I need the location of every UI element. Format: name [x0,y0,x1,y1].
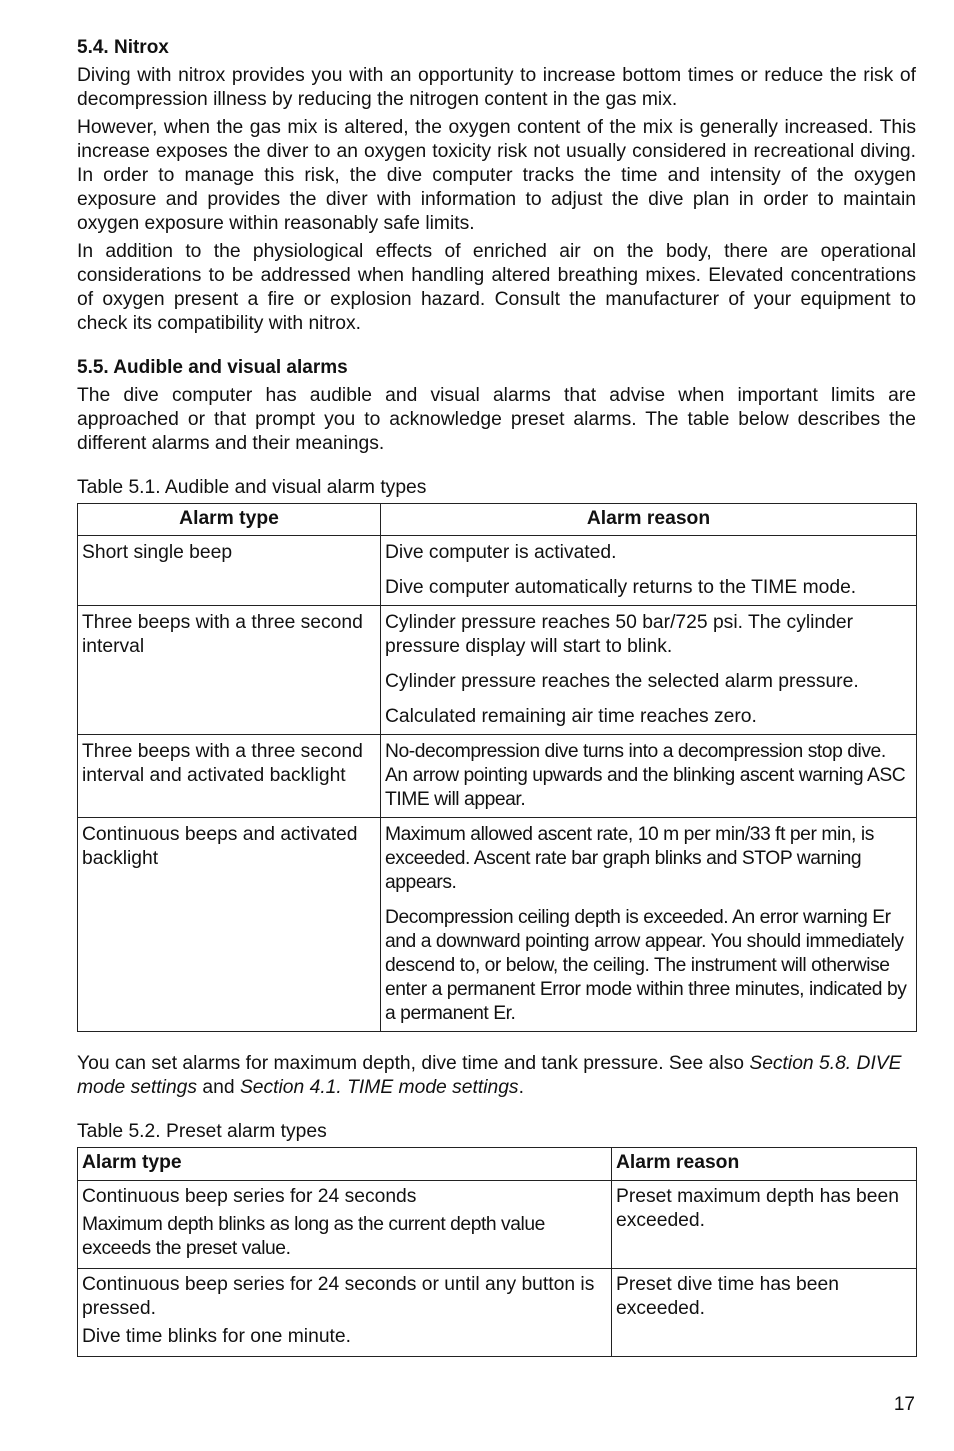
table-header-row [78,1148,917,1181]
section-heading-alarms: 5.5. Audible and visual alarms [77,357,348,378]
alarm-type-cell: Three beeps with a three second interval and activated backlight [78,735,381,818]
section-nitrox [77,36,916,336]
note-text: You can set alarms for maximum depth, dive time and tank pressure. See also [77,1053,750,1074]
alarm-reason-cell [381,606,917,735]
table-row [78,536,917,606]
alarm-reason-cell: Preset dive time has been exceeded. [612,1269,917,1357]
column-header: Alarm reason [381,504,917,536]
reason-text: Cylinder pressure reaches 50 bar/725 psi. The cylinder pressure display will start to blink. [385,612,853,657]
alarm-reason-cell [381,735,917,818]
alarm-reason-cell [381,818,917,1032]
alarm-type-cell [78,1269,612,1357]
table-row [78,1181,917,1269]
paragraph: However, when the gas mix is altered, the oxygen content of the mix is generally increased. This increase exposes the diver to an oxygen toxicity risk not usually considered in recreational diving. In order to manage this risk, the dive computer tracks the time and intensity of the oxygen exposure and provides the diver with information to adjust the dive plan in order to maintain oxygen exposure within reasonably safe limits. [77,117,916,234]
paragraph: In addition to the physiological effects of enriched air on the body, there are operational considerations to be addressed when handling altered breathing mixes. Elevated concentrations of oxygen present a fire or explosion hazard. Consult the manufacturer of your equipment to check its compatibility with nitrox. [77,241,916,334]
reason-text: No-decompression dive turns into a decompression stop dive. An arrow pointing upwards and the blinking ascent warning ASC TIME will appear. [385,741,906,810]
reason-text: Maximum allowed ascent rate, 10 m per min/33 ft per min, is exceeded. Ascent rate bar graph blinks and STOP warning appears. [385,824,874,893]
page-content [77,36,916,1357]
table-header-row [78,504,917,536]
type-text: Maximum depth blinks as long as the current depth value exceeds the preset value. [82,1214,545,1259]
alarm-settings-note [77,1052,916,1100]
type-text: Dive time blinks for one minute. [82,1326,351,1347]
column-header: Alarm type [78,504,381,536]
table-row [78,818,917,1032]
preset-alarms-table [77,1147,917,1357]
table-row [78,1269,917,1357]
section-reference-link[interactable]: Section 5.8. DIVE mode settings [77,1053,902,1098]
paragraph: Diving with nitrox provides you with an opportunity to increase bottom times or reduce the risk of decompression illness by reducing the nitrogen content in the gas mix. [77,65,916,110]
alarm-type-cell: Short single beep [78,536,381,606]
reason-text: Calculated remaining air time reaches zero. [385,706,757,727]
alarm-reason-cell [381,536,917,606]
alarm-type-cell: Continuous beeps and activated backlight [78,818,381,1032]
note-text: . [518,1077,524,1098]
section-reference-link[interactable]: Section 4.1. TIME mode settings [239,1077,519,1098]
note-text: and [197,1077,240,1098]
column-header: Alarm reason [612,1148,917,1181]
reason-text: Dive computer is activated. [385,542,617,563]
table-caption: Table 5.2. Preset alarm types [77,1121,327,1142]
reason-text: Dive computer automatically returns to the TIME mode. [385,577,857,598]
table-row [78,735,917,818]
alarm-reason-cell: Preset maximum depth has been exceeded. [612,1181,917,1269]
reason-text: Decompression ceiling depth is exceeded. An error warning Er and a downward pointing arrow appear. You should immediately descend to, or below, the ceiling. The instrument will otherwise enter a permanent Error mode within three minutes, indicated by a permanent Er. [385,907,907,1024]
alarm-types-table [77,503,917,1032]
type-text: Continuous beep series for 24 seconds or until any button is pressed. [82,1274,595,1319]
column-header: Alarm type [78,1148,612,1181]
paragraph: The dive computer has audible and visual alarms that advise when important limits are approached or that prompt you to acknowledge preset alarms. The table below describes the different alarms and their meanings. [77,385,916,454]
alarm-type-cell [78,1181,612,1269]
alarm-type-cell: Three beeps with a three second interval [78,606,381,735]
table-row [78,606,917,735]
section-alarms [77,356,916,456]
table-caption: Table 5.1. Audible and visual alarm types [77,477,427,498]
page-number: 17 [893,1394,915,1415]
reason-text: Cylinder pressure reaches the selected alarm pressure. [385,671,859,692]
type-text: Continuous beep series for 24 seconds [82,1186,417,1207]
section-heading-nitrox: 5.4. Nitrox [77,37,169,58]
